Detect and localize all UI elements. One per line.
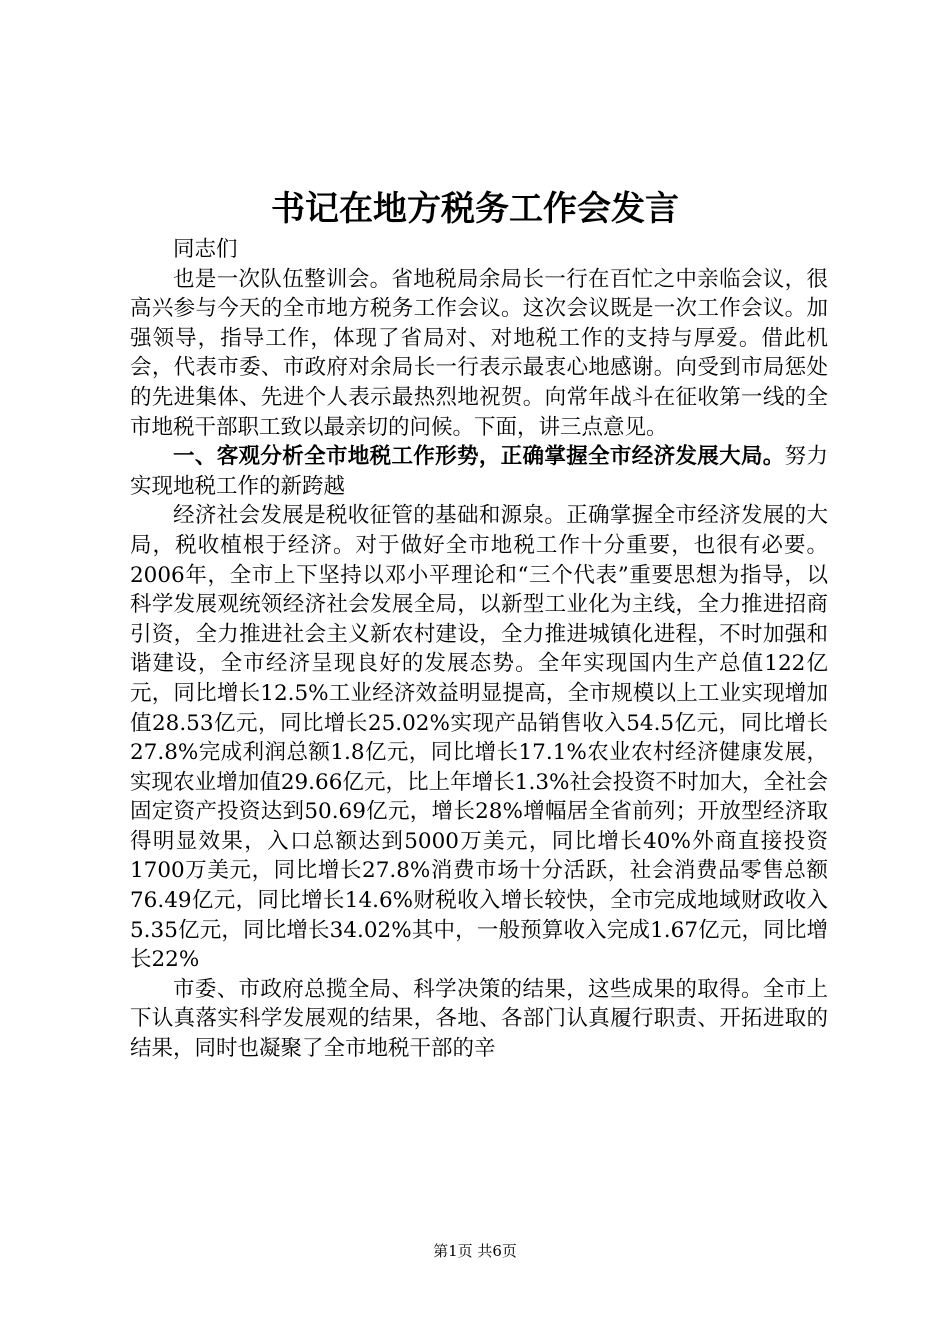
document-body (130, 235, 828, 1064)
paragraph-economy: 经济社会发展是税收征管的基础和源泉。正确掌握全市经济发展的大局，税收植根于经济。对于做好全市地税工作十分重要，也很有必要。2006年，全市上下坚持以邓小平理论和“三个代表”重要思想为指导，以科学发展观统领经济社会发展全局，以新型工业化为主线，全力推进招商引资，全力推进社会主义新农村建设，全力推进城镇化进程，不时加强和谐建设，全市经济呈现良好的发展态势。全年实现国内生产总值122亿元，同比增长12.5%工业经济效益明显提高，全市规模以上工业实现增加值28.53亿元，同比增长25.02%实现产品销售收入54.5亿元，同比增长27.8%完成利润总额1.8亿元，同比增长17.1%农业农村经济健康发展，实现农业增加值29.66亿元，比上年增长1.3%社会投资不时加大，全社会固定资产投资达到50.69亿元，增长28%增幅居全省前列；开放型经济取得明显效果，入口总额达到5000万美元，同比增长40%外商直接投资1700万美元，同比增长27.8%消费市场十分活跃，社会消费品零售总额76.49亿元，同比增长14.6%财税收入增长较快，全市完成地域财政收入5.35亿元，同比增长34.02%其中，一般预算收入完成1.67亿元，同比增长22% (130, 503, 828, 973)
section-heading-1 (130, 442, 828, 501)
page-number-footer: 第1页 共6页 (433, 1242, 517, 1260)
paragraph-results: 市委、市政府总揽全局、科学决策的结果，这些成果的取得。全市上下认真落实科学发展观的结果，各地、各部门认真履行职责、开拓进取的结果，同时也凝聚了全市地税干部的辛 (130, 976, 828, 1062)
salutation: 同志们 (173, 237, 238, 262)
paragraph-intro: 也是一次队伍整训会。省地税局余局长一行在百忙之中亲临会议，很高兴参与今天的全市地方税务工作会议。这次会议既是一次工作会议。加强领导，指导工作，体现了省局对、对地税工作的支持与厚爱。借此机会，代表市委、市政府对余局长一行表示最衷心地感谢。向受到市局惩处的先进集体、先进个人表示最热烈地祝贺。向常年战斗在征收第一线的全市地税干部职工致以最亲切的问候。下面，讲三点意见。 (130, 266, 828, 440)
section-heading-rest: 努力实现地税工作的新跨越 (130, 444, 828, 499)
document-title: 书记在地方税务工作会发言 (271, 189, 679, 229)
section-heading-bold: 一、客观分析全市地税工作形势，正确掌握全市经济发展大局。 (173, 444, 785, 470)
